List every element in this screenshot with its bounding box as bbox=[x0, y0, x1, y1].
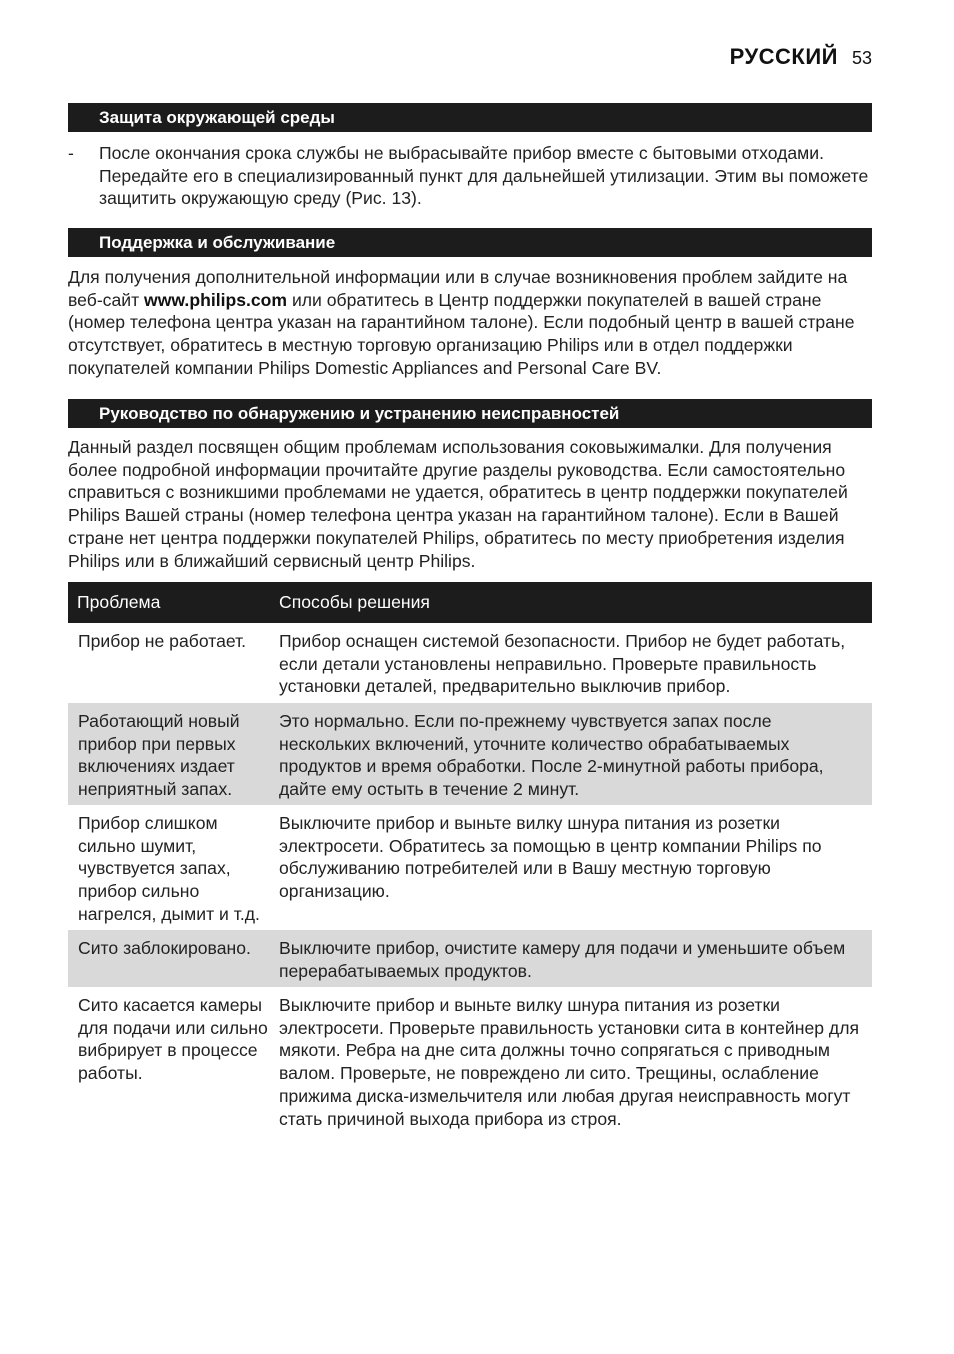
table-row bbox=[68, 623, 872, 703]
section-heading-support: Поддержка и обслуживание bbox=[68, 228, 872, 257]
header-problem: Проблема bbox=[77, 592, 161, 612]
problem-cell: Прибор не работает. bbox=[78, 631, 247, 651]
solution-cell: Прибор оснащен системой безопасности. Прибор не будет работать, если детали установлены неправильно. Проверьте правильность установки деталей, предварительно выключив прибор. bbox=[279, 631, 846, 697]
language-label: РУССКИЙ bbox=[729, 44, 838, 69]
table-row bbox=[68, 805, 872, 930]
problem-cell: Прибор слишком сильно шумит, чувствуется запах, прибор сильно нагрелся, дымит и т.д. bbox=[78, 813, 260, 924]
table-row bbox=[68, 703, 872, 805]
problem-cell: Сито заблокировано. bbox=[78, 938, 251, 958]
support-text-start: Для получения дополнительной информации или в случае возникновения проблем зайдите на веб-сайт bbox=[68, 267, 848, 310]
solution-cell: Выключите прибор, очистите камеру для подачи и уменьшите объем перерабатываемых продуктов. bbox=[279, 938, 846, 981]
page-number: 53 bbox=[851, 48, 872, 68]
troubleshooting-paragraph: Данный раздел посвящен общим проблемам использования соковыжималки. Для получения более подробной информации прочитайте другие разделы руководства. Если самостоятельно справиться с возникшими проблемами не удается, обратитесь в центр поддержки покупателей Philips Вашей страны (номер телефона центра указан на гарантийном талоне). Если в Вашей стране нет центра поддержки покупателей Philips, обратитесь по месту приобретения изделия Philips или в ближайший сервисный центр Philips. bbox=[68, 437, 848, 571]
environment-bullet bbox=[68, 142, 876, 210]
solution-cell: Выключите прибор и выньте вилку шнура питания из розетки электросети. Проверьте правильность установки сита в контейнер для мякоти. Ребра на дне сита должны точно сопрягаться с приводным валом. Проверьте, не повреждено ли сито. Трещины, ослабление прижима диска-измельчителя или любая другая неисправность могут стать причиной выхода прибора из строя. bbox=[279, 995, 859, 1129]
philips-website-link[interactable]: www.philips.com bbox=[144, 289, 288, 310]
page-header bbox=[730, 44, 872, 70]
bullet-dash: - bbox=[68, 143, 74, 163]
table-row bbox=[68, 930, 872, 987]
solution-cell: Это нормально. Если по-прежнему чувствуется запах после нескольких включений, уточните количество обрабатываемых продуктов и время обработки. После 2-минутной работы прибора, дайте ему остыть в течение 2 минут. bbox=[279, 711, 824, 800]
problem-cell: Работающий новый прибор при первых включениях издает неприятный запах. bbox=[78, 711, 240, 800]
problem-cell: Сито касается камеры для подачи или сильно вибрирует в процессе работы. bbox=[78, 995, 268, 1084]
support-paragraph bbox=[68, 266, 876, 380]
header-solution: Способы решения bbox=[279, 592, 430, 612]
table-header bbox=[68, 582, 872, 623]
table-row bbox=[68, 987, 872, 1137]
section-heading-troubleshooting: Руководство по обнаружению и устранению неисправностей bbox=[68, 399, 872, 428]
solution-cell: Выключите прибор и выньте вилку шнура питания из розетки электросети. Обратитесь за помощью в центр компании Philips по обслуживанию потребителей или в Вашу местную торговую организацию. bbox=[279, 813, 822, 902]
troubleshooting-table bbox=[68, 582, 872, 1137]
environment-text: После окончания срока службы не выбрасывайте прибор вместе с бытовыми отходами. Передайте его в специализированный пункт для дальнейшей утилизации. Этим вы поможете защитить окружающую среду (Рис. 13). bbox=[99, 143, 869, 209]
section-heading-environment: Защита окружающей среды bbox=[68, 103, 872, 132]
support-text-end: или обратитесь в Центр поддержки покупателей в вашей стране (номер телефона центра указан на гарантийном талоне). Если подобный центр в вашей стране отсутствует, обратитесь в местную торговую организацию Philips или в отдел поддержки покупателей компании Philips Domestic Appliances and Personal Care BV. bbox=[68, 289, 855, 378]
